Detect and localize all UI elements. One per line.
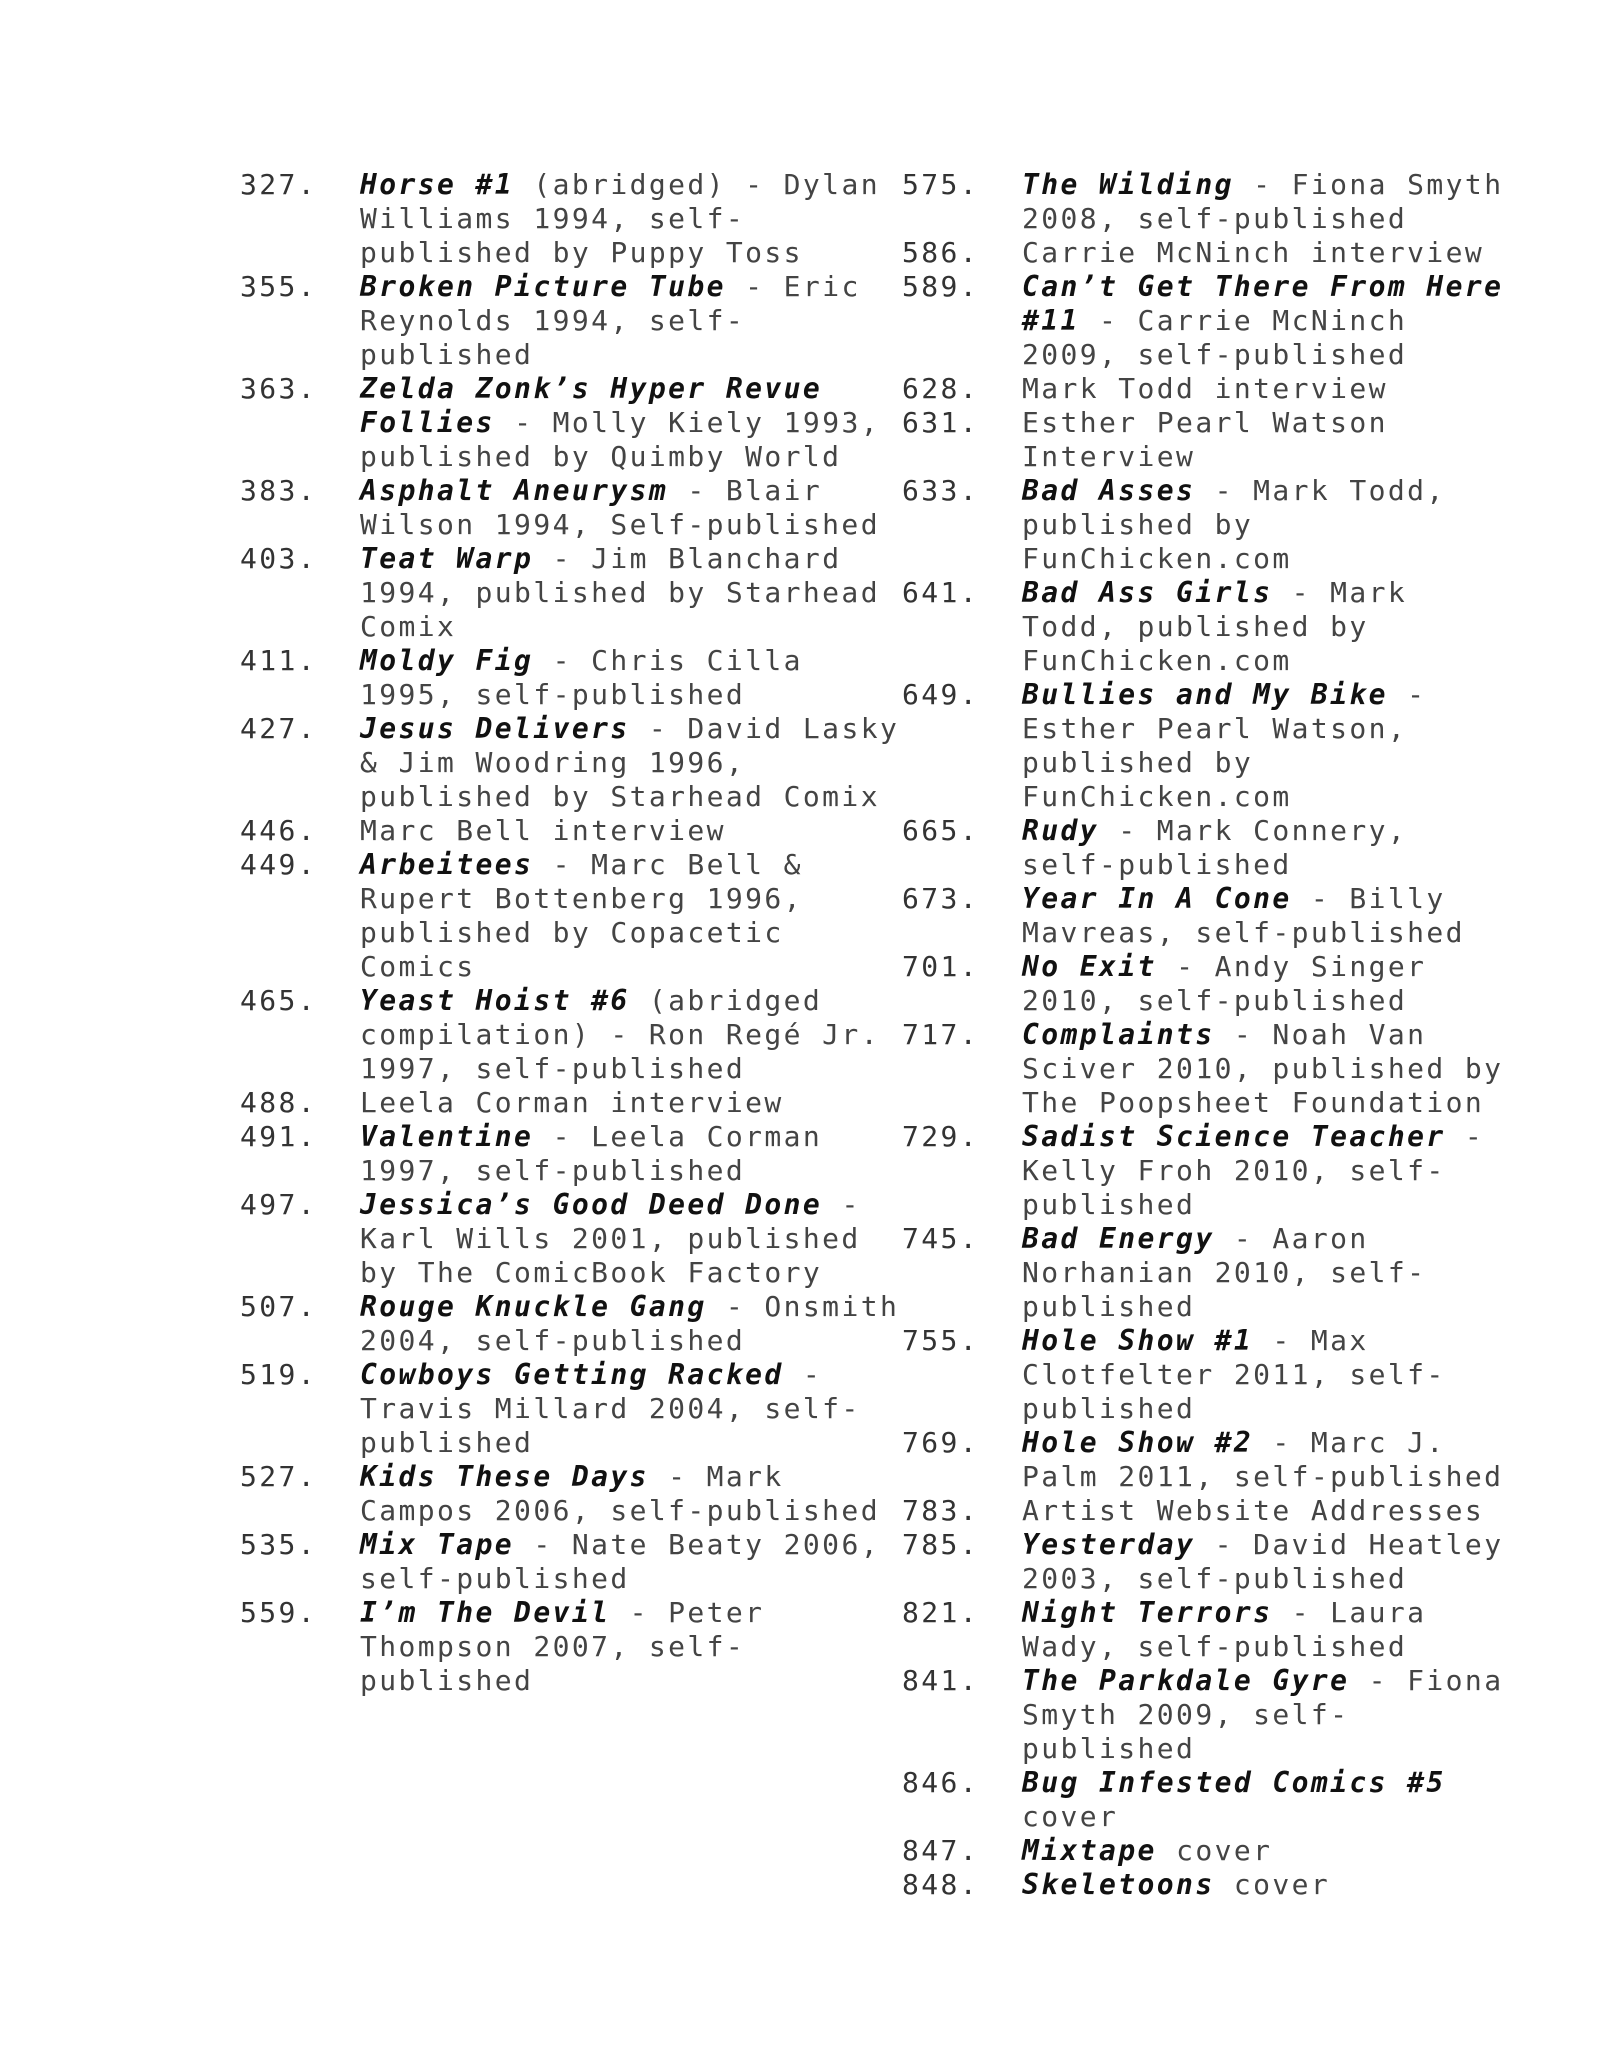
entry-description xyxy=(1022,1324,1522,1426)
entry-credit: - Chris Cilla 1995, self-published xyxy=(360,644,803,711)
index-entry xyxy=(240,1086,900,1120)
entry-credit: - Laura Wady, self-published xyxy=(1022,1596,1427,1663)
entry-description xyxy=(1022,1834,1522,1868)
entry-title: Broken Picture Tube xyxy=(360,270,726,303)
page-number: 729. xyxy=(902,1120,980,1153)
page-number: 821. xyxy=(902,1596,980,1629)
entry-credit: Marc Bell interview xyxy=(360,814,726,847)
page-number: 497. xyxy=(240,1188,318,1221)
page-number: 631. xyxy=(902,406,980,439)
entry-credit: - Billy Mavreas, self-published xyxy=(1022,882,1465,949)
entry-credit: Carrie McNinch interview xyxy=(1022,236,1485,269)
index-entry xyxy=(902,576,1522,678)
page-number: 527. xyxy=(240,1460,318,1493)
index-entry xyxy=(902,1868,1522,1902)
index-entry xyxy=(240,848,900,984)
entry-credit: - Marc J. Palm 2011, self-published xyxy=(1022,1426,1504,1493)
entry-title: Arbeitees xyxy=(360,848,534,881)
entry-description xyxy=(1022,1426,1522,1494)
entry-description xyxy=(360,1596,900,1698)
index-entry xyxy=(902,1596,1522,1664)
entry-credit: - Esther Pearl Watson, published by FunChicken.com xyxy=(1022,678,1427,813)
index-entry xyxy=(240,1596,900,1698)
entry-title: Night Terrors xyxy=(1022,1596,1273,1629)
entry-title: Bad Ass Girls xyxy=(1022,576,1273,609)
entry-credit: Mark Todd interview xyxy=(1022,372,1388,405)
entry-credit: - Marc Bell & Rupert Bottenberg 1996, published by Copacetic Comics xyxy=(360,848,803,983)
entry-credit: - Mark Connery, self-published xyxy=(1022,814,1408,881)
page-number: 363. xyxy=(240,372,318,405)
entry-description xyxy=(360,814,900,848)
entry-description xyxy=(1022,1596,1522,1664)
index-entry xyxy=(902,1222,1522,1324)
page-number: 841. xyxy=(902,1664,980,1697)
page-number: 846. xyxy=(902,1766,980,1799)
entry-credit: - Onsmith 2004, self-published xyxy=(360,1290,900,1357)
page-number: 491. xyxy=(240,1120,318,1153)
entry-title: Complaints xyxy=(1022,1018,1215,1051)
entry-description xyxy=(1022,474,1522,576)
entry-title: I’m The Devil xyxy=(360,1596,611,1629)
entry-description xyxy=(1022,814,1522,882)
page-number: 848. xyxy=(902,1868,980,1901)
index-entry xyxy=(902,474,1522,576)
entry-title: Valentine xyxy=(360,1120,534,1153)
entry-description xyxy=(1022,1494,1522,1528)
page-number: 355. xyxy=(240,270,318,303)
entry-credit: cover xyxy=(1022,1800,1119,1833)
entry-title: Jessica’s Good Deed Done xyxy=(360,1188,823,1221)
index-entry xyxy=(902,1324,1522,1426)
page-number: 427. xyxy=(240,712,318,745)
entry-description xyxy=(360,1120,900,1188)
entry-description xyxy=(360,1460,900,1528)
page-number: 559. xyxy=(240,1596,318,1629)
index-entry xyxy=(240,1290,900,1358)
entry-credit: (abridged) - Dylan Williams 1994, self-published by Puppy Toss xyxy=(360,168,880,269)
page-number: 745. xyxy=(902,1222,980,1255)
entry-description xyxy=(1022,678,1522,814)
index-entry xyxy=(240,1120,900,1188)
page-number: 411. xyxy=(240,644,318,677)
entry-description xyxy=(360,644,900,712)
page-number: 633. xyxy=(902,474,980,507)
index-entry xyxy=(902,882,1522,950)
page-number: 446. xyxy=(240,814,318,847)
entry-title: Hole Show #1 xyxy=(1022,1324,1254,1357)
entry-credit: - Blair Wilson 1994, Self-published xyxy=(360,474,880,541)
index-entry xyxy=(240,712,900,814)
page-number: 465. xyxy=(240,984,318,1017)
entry-title: Sadist Science Teacher xyxy=(1022,1120,1446,1153)
entry-credit: - Mark Campos 2006, self-published xyxy=(360,1460,880,1527)
entry-description xyxy=(1022,1222,1522,1324)
entry-credit: - Karl Wills 2001, published by The ComicBook Factory xyxy=(360,1188,861,1289)
entry-description xyxy=(1022,950,1522,1018)
entry-credit: - Carrie McNinch 2009, self-published xyxy=(1022,304,1408,371)
page-number: 673. xyxy=(902,882,980,915)
page-number: 783. xyxy=(902,1494,980,1527)
entry-credit: - Kelly Froh 2010, self-published xyxy=(1022,1120,1485,1221)
index-entry xyxy=(902,1766,1522,1834)
entry-credit: - Molly Kiely 1993, published by Quimby World xyxy=(360,406,880,473)
entry-description xyxy=(360,542,900,644)
index-entry xyxy=(902,1664,1522,1766)
page-number: 717. xyxy=(902,1018,980,1051)
entry-title: Bad Energy xyxy=(1022,1222,1215,1255)
entry-credit: - Max Clotfelter 2011, self-published xyxy=(1022,1324,1446,1425)
entry-description xyxy=(360,270,900,372)
entry-description xyxy=(1022,576,1522,678)
page-number: 403. xyxy=(240,542,318,575)
index-entry xyxy=(240,168,900,270)
index-entry xyxy=(240,1358,900,1460)
entry-title: Rudy xyxy=(1022,814,1100,847)
entry-description xyxy=(360,372,900,474)
entry-description xyxy=(360,712,900,814)
entry-credit: Artist Website Addresses xyxy=(1022,1494,1485,1527)
entry-title: Mix Tape xyxy=(360,1528,515,1561)
entry-title: Bad Asses xyxy=(1022,474,1196,507)
index-entry xyxy=(240,1188,900,1290)
page-number: 785. xyxy=(902,1528,980,1561)
entry-credit: cover xyxy=(1214,1868,1331,1901)
index-entry xyxy=(240,474,900,542)
index-entry xyxy=(902,406,1522,474)
entry-description xyxy=(360,1188,900,1290)
page-number: 383. xyxy=(240,474,318,507)
entry-description xyxy=(1022,372,1522,406)
index-entry xyxy=(902,1494,1522,1528)
entry-title: Bug Infested Comics #5 xyxy=(1022,1766,1446,1799)
index-entry xyxy=(902,678,1522,814)
entry-title: Year In A Cone xyxy=(1022,882,1292,915)
entry-description xyxy=(1022,1664,1522,1766)
entry-description xyxy=(1022,1868,1522,1902)
index-entry xyxy=(902,236,1522,270)
entry-description xyxy=(360,1086,900,1120)
entry-title: Rouge Knuckle Gang xyxy=(360,1290,707,1323)
entry-title: Asphalt Aneurysm xyxy=(360,474,669,507)
entry-title: Can’t Get There From Here #11 xyxy=(1022,270,1504,337)
entry-description xyxy=(360,1358,900,1460)
index-column-right xyxy=(902,168,1522,1902)
page-number: 628. xyxy=(902,372,980,405)
entry-title: Bullies and My Bike xyxy=(1022,678,1388,711)
index-entry xyxy=(902,1834,1522,1868)
page-number: 519. xyxy=(240,1358,318,1391)
page-number: 769. xyxy=(902,1426,980,1459)
entry-description xyxy=(1022,882,1522,950)
entry-credit: - Fiona Smyth 2008, self-published xyxy=(1022,168,1504,235)
index-entry xyxy=(240,1528,900,1596)
entry-description xyxy=(360,848,900,984)
page-number: 641. xyxy=(902,576,980,609)
page-number: 535. xyxy=(240,1528,318,1561)
entry-title: The Wilding xyxy=(1022,168,1234,201)
page-number: 649. xyxy=(902,678,980,711)
page-number: 665. xyxy=(902,814,980,847)
entry-description xyxy=(1022,1018,1522,1120)
entry-title: Kids These Days xyxy=(360,1460,649,1493)
entry-description xyxy=(1022,1528,1522,1596)
index-entry xyxy=(902,1426,1522,1494)
index-entry xyxy=(240,372,900,474)
page-number: 488. xyxy=(240,1086,318,1119)
entry-title: Hole Show #2 xyxy=(1022,1426,1254,1459)
index-entry xyxy=(902,372,1522,406)
index-entry xyxy=(902,1120,1522,1222)
page-number: 755. xyxy=(902,1324,980,1357)
entry-credit: - Peter Thompson 2007, self-published xyxy=(360,1596,765,1697)
entry-description xyxy=(360,1290,900,1358)
entry-credit: (abridged compilation) - Ron Regé Jr. 1997, self-published xyxy=(360,984,880,1085)
index-entry xyxy=(902,270,1522,372)
entry-credit: - Mark Todd, published by FunChicken.com xyxy=(1022,474,1446,575)
index-entry xyxy=(240,542,900,644)
entry-description xyxy=(1022,1120,1522,1222)
entry-credit: Leela Corman interview xyxy=(360,1086,784,1119)
entry-credit: - David Lasky & Jim Woodring 1996, published by Starhead Comix xyxy=(360,712,900,813)
entry-title: Mixtape xyxy=(1022,1834,1157,1867)
entry-description xyxy=(1022,1766,1522,1834)
entry-description xyxy=(360,1528,900,1596)
entry-title: Yesterday xyxy=(1022,1528,1196,1561)
page-number: 701. xyxy=(902,950,980,983)
page-number: 589. xyxy=(902,270,980,303)
entry-credit: - Andy Singer 2010, self-published xyxy=(1022,950,1427,1017)
entry-credit: - Eric Reynolds 1994, self-published xyxy=(360,270,861,371)
index-entry xyxy=(240,1460,900,1528)
index-entry xyxy=(240,644,900,712)
entry-title: Moldy Fig xyxy=(360,644,534,677)
entry-title: No Exit xyxy=(1022,950,1157,983)
entry-credit: - Leela Corman 1997, self-published xyxy=(360,1120,823,1187)
page-number: 575. xyxy=(902,168,980,201)
entry-title: Zelda Zonk’s Hyper Revue Follies xyxy=(360,372,823,439)
entry-description xyxy=(360,984,900,1086)
entry-title: Cowboys Getting Racked xyxy=(360,1358,784,1391)
entry-description xyxy=(1022,168,1522,236)
page-number: 586. xyxy=(902,236,980,269)
entry-credit: cover xyxy=(1156,1834,1273,1867)
entry-credit: - Noah Van Sciver 2010, published by The Poopsheet Foundation xyxy=(1022,1018,1504,1119)
entry-credit: - Jim Blanchard 1994, published by Starhead Comix xyxy=(360,542,880,643)
index-entry xyxy=(902,950,1522,1018)
entry-description xyxy=(360,168,900,270)
page-number: 847. xyxy=(902,1834,980,1867)
entry-credit: Esther Pearl Watson Interview xyxy=(1022,406,1388,473)
entry-credit: - Travis Millard 2004, self-published xyxy=(360,1358,861,1459)
entry-credit: - Fiona Smyth 2009, self-published xyxy=(1022,1664,1504,1765)
entry-credit: - David Heatley 2003, self-published xyxy=(1022,1528,1504,1595)
index-entry xyxy=(240,270,900,372)
page-number: 449. xyxy=(240,848,318,881)
entry-description xyxy=(360,474,900,542)
index-entry xyxy=(240,814,900,848)
index-entry xyxy=(240,984,900,1086)
entry-description xyxy=(1022,270,1522,372)
index-entry xyxy=(902,814,1522,882)
entry-title: Horse #1 xyxy=(360,168,515,201)
page-number: 327. xyxy=(240,168,318,201)
entry-title: Yeast Hoist #6 xyxy=(360,984,630,1017)
entry-description xyxy=(1022,236,1522,270)
page-number: 507. xyxy=(240,1290,318,1323)
entry-description xyxy=(1022,406,1522,474)
entry-credit: - Nate Beaty 2006, self-published xyxy=(360,1528,880,1595)
index-entry xyxy=(902,1018,1522,1120)
entry-title: Teat Warp xyxy=(360,542,534,575)
entry-credit: - Aaron Norhanian 2010, self-published xyxy=(1022,1222,1427,1323)
entry-title: Jesus Delivers xyxy=(360,712,630,745)
index-column-left xyxy=(240,168,900,1698)
entry-credit: - Mark Todd, published by FunChicken.com xyxy=(1022,576,1408,677)
entry-title: The Parkdale Gyre xyxy=(1022,1664,1350,1697)
entry-title: Skeletoons xyxy=(1022,1868,1215,1901)
index-entry xyxy=(902,1528,1522,1596)
index-entry xyxy=(902,168,1522,236)
